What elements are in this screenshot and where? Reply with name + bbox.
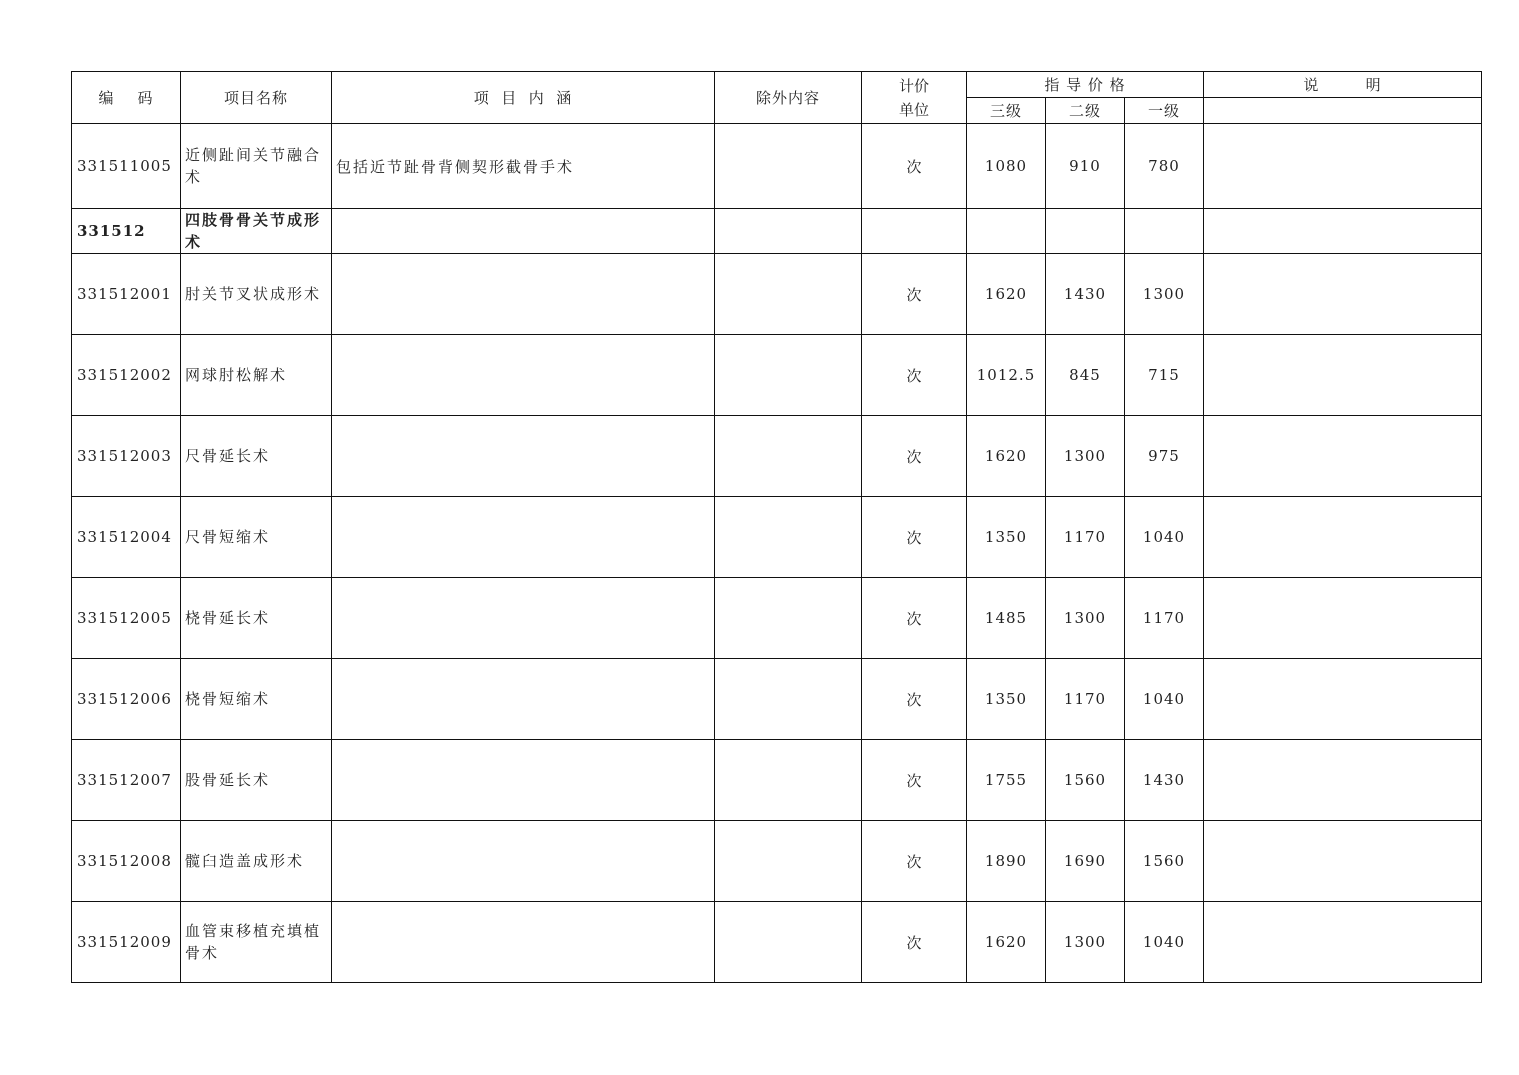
row-name: 肘关节叉状成形术	[181, 254, 332, 335]
row-name: 髋臼造盖成形术	[181, 821, 332, 902]
row-unit: 次	[862, 497, 967, 578]
row-price-grade1: 715	[1125, 335, 1204, 416]
row-price-grade3: 1080	[967, 124, 1046, 209]
row-unit: 次	[862, 578, 967, 659]
row-unit: 次	[862, 821, 967, 902]
row-code: 331512	[72, 209, 181, 254]
header-unit-line2: 单位	[898, 100, 929, 119]
row-excluded	[715, 902, 862, 983]
row-code: 331512009	[72, 902, 181, 983]
row-excluded	[715, 578, 862, 659]
row-unit: 次	[862, 124, 967, 209]
row-price-grade1: 1560	[1125, 821, 1204, 902]
row-content	[332, 254, 715, 335]
row-name: 桡骨短缩术	[181, 659, 332, 740]
row-price-grade3: 1012.5	[967, 335, 1046, 416]
table-row	[72, 902, 1482, 983]
table-row	[72, 335, 1482, 416]
row-code: 331512005	[72, 578, 181, 659]
row-content	[332, 335, 715, 416]
row-excluded	[715, 659, 862, 740]
row-price-grade1: 1040	[1125, 497, 1204, 578]
row-price-grade2: 1300	[1046, 902, 1125, 983]
row-price-grade2: 1170	[1046, 497, 1125, 578]
row-excluded	[715, 821, 862, 902]
row-price-grade2: 1560	[1046, 740, 1125, 821]
row-price-grade2: 1690	[1046, 821, 1125, 902]
row-content	[332, 497, 715, 578]
row-price-grade1: 975	[1125, 416, 1204, 497]
header-name: 项目名称	[181, 72, 332, 124]
row-price-grade1	[1125, 209, 1204, 254]
row-note	[1204, 578, 1482, 659]
row-name: 血管束移植充填植骨术	[181, 902, 332, 983]
header-grade1: 一级	[1125, 98, 1204, 124]
row-unit: 次	[862, 416, 967, 497]
row-price-grade2: 910	[1046, 124, 1125, 209]
row-content	[332, 821, 715, 902]
row-price-grade2: 1300	[1046, 578, 1125, 659]
table-row	[72, 416, 1482, 497]
header-unit	[862, 72, 967, 124]
header-note-sub	[1204, 98, 1482, 124]
row-content	[332, 740, 715, 821]
row-price-grade3: 1350	[967, 497, 1046, 578]
row-code: 331511005	[72, 124, 181, 209]
row-name: 股骨延长术	[181, 740, 332, 821]
row-name: 尺骨短缩术	[181, 497, 332, 578]
table-row	[72, 659, 1482, 740]
row-content	[332, 578, 715, 659]
row-price-grade1: 1300	[1125, 254, 1204, 335]
row-excluded	[715, 124, 862, 209]
row-code: 331512003	[72, 416, 181, 497]
table-row-category	[72, 209, 1482, 254]
table-row	[72, 821, 1482, 902]
row-unit: 次	[862, 659, 967, 740]
row-code: 331512002	[72, 335, 181, 416]
row-content	[332, 902, 715, 983]
row-price-grade3: 1755	[967, 740, 1046, 821]
row-price-grade1: 1040	[1125, 902, 1204, 983]
row-price-grade1: 1040	[1125, 659, 1204, 740]
row-excluded	[715, 254, 862, 335]
row-price-grade3: 1350	[967, 659, 1046, 740]
table-row	[72, 254, 1482, 335]
header-guide-price: 指 导 价 格	[967, 72, 1204, 98]
row-note	[1204, 209, 1482, 254]
table-row	[72, 740, 1482, 821]
row-excluded	[715, 335, 862, 416]
row-name: 四肢骨骨关节成形术	[181, 209, 332, 254]
row-unit: 次	[862, 254, 967, 335]
row-unit: 次	[862, 335, 967, 416]
header-unit-line1: 计价	[898, 76, 929, 95]
header-code: 编 码	[72, 72, 181, 124]
row-note	[1204, 497, 1482, 578]
row-price-grade2: 845	[1046, 335, 1125, 416]
header-grade3: 三级	[967, 98, 1046, 124]
row-note	[1204, 902, 1482, 983]
row-price-grade2: 1300	[1046, 416, 1125, 497]
row-price-grade2: 1430	[1046, 254, 1125, 335]
row-name: 桡骨延长术	[181, 578, 332, 659]
row-price-grade3	[967, 209, 1046, 254]
row-price-grade3: 1890	[967, 821, 1046, 902]
header-note: 说 明	[1204, 72, 1482, 98]
row-price-grade3: 1620	[967, 902, 1046, 983]
row-unit	[862, 209, 967, 254]
row-name: 近侧趾间关节融合术	[181, 124, 332, 209]
row-price-grade3: 1620	[967, 416, 1046, 497]
row-content	[332, 659, 715, 740]
header-grade2: 二级	[1046, 98, 1125, 124]
row-name: 尺骨延长术	[181, 416, 332, 497]
row-unit: 次	[862, 740, 967, 821]
row-excluded	[715, 416, 862, 497]
row-excluded	[715, 497, 862, 578]
row-note	[1204, 416, 1482, 497]
row-content	[332, 209, 715, 254]
price-table	[71, 71, 1482, 983]
row-excluded	[715, 740, 862, 821]
row-code: 331512004	[72, 497, 181, 578]
row-content	[332, 416, 715, 497]
header-excluded: 除外内容	[715, 72, 862, 124]
row-note	[1204, 659, 1482, 740]
header-content: 项 目 内 涵	[332, 72, 715, 124]
row-name: 网球肘松解术	[181, 335, 332, 416]
row-price-grade1: 780	[1125, 124, 1204, 209]
row-note	[1204, 740, 1482, 821]
row-code: 331512008	[72, 821, 181, 902]
row-content: 包括近节趾骨背侧契形截骨手术	[332, 124, 715, 209]
row-price-grade3: 1485	[967, 578, 1046, 659]
row-price-grade1: 1430	[1125, 740, 1204, 821]
row-unit: 次	[862, 902, 967, 983]
row-price-grade3: 1620	[967, 254, 1046, 335]
row-note	[1204, 254, 1482, 335]
row-price-grade1: 1170	[1125, 578, 1204, 659]
header-row-1	[72, 72, 1482, 98]
table-row	[72, 578, 1482, 659]
table-row	[72, 497, 1482, 578]
row-excluded	[715, 209, 862, 254]
row-price-grade2: 1170	[1046, 659, 1125, 740]
row-note	[1204, 124, 1482, 209]
row-code: 331512007	[72, 740, 181, 821]
row-price-grade2	[1046, 209, 1125, 254]
table-row	[72, 124, 1482, 209]
row-code: 331512006	[72, 659, 181, 740]
row-note	[1204, 821, 1482, 902]
row-code: 331512001	[72, 254, 181, 335]
row-note	[1204, 335, 1482, 416]
